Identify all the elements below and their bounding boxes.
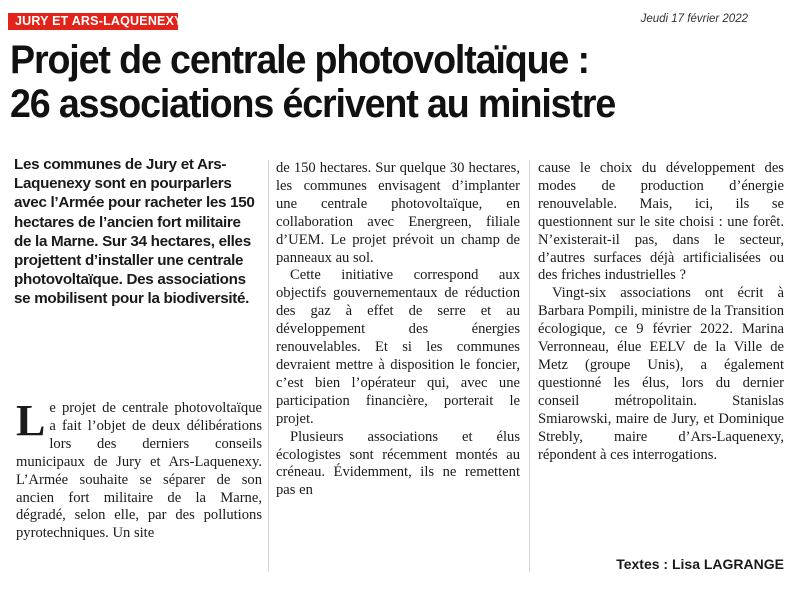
- paragraph-text: e projet de centrale photovoltaïque a fait l’objet de deux délibérations lors des derniers conseils municipaux de Jury et Ars-Laquenexy. L’Armée souhaite se séparer de son ancien fort militaire de la Marne, dégradé, selon elle, par des pollutions pyrotechniques. Un site: [16, 400, 262, 542]
- article-paragraph: Vingt-six associations ont écrit à Barbara Pompili, ministre de la Transition écologique, ce 9 février 2022. Marina Verronneau, élue EELV de la Ville de Metz (groupe Unis), a également questionné les élus, lors du dernier conseil métropolitain. Stanislas Smiarowski, maire de Jury, et Dominique Strebly, maire d’Ars-Laquenexy, répondent à ces interrogations.: [538, 285, 784, 463]
- article-paragraph: de 150 hectares. Sur quelque 30 hectares, les communes envisagent d’implanter une centrale photovoltaïque, en collaboration avec Energreen, filiale d’UEM. Le projet prévoit un champ de panneaux au sol.: [276, 160, 520, 266]
- drop-cap: L: [16, 396, 46, 445]
- article-paragraph: [16, 396, 262, 543]
- article-column-1: [16, 396, 262, 543]
- headline-line-2: 26 associations écrivent au ministre: [10, 82, 616, 126]
- lead-paragraph: Les communes de Jury et Ars-Laquenexy sont en pourparlers avec l’Armée pour racheter les 150 hectares de l’ancien fort militaire de la Marne. Sur 34 hectares, elles projettent d’installer une centrale photovoltaïque. Des associations se mobilisent pour la biodiversité.: [14, 156, 255, 308]
- column-divider: [529, 160, 530, 572]
- article-paragraph: Cette initiative correspond aux objectifs gouvernementaux de réduction des gaz à effet de serre et au développement des énergies renouvelables. Et si les communes devraient mettre à disposition le foncier, c’est bien l’opérateur qui, avec une participation financière, porterait le projet.: [276, 267, 520, 427]
- article-paragraph: Plusieurs associations et élus écologistes sont récemment montés au créneau. Évidemment, ils ne remettent pas en: [276, 428, 520, 499]
- article-column-2: [276, 160, 520, 500]
- headline-line-1: Projet de centrale photovoltaïque :: [10, 38, 589, 82]
- publication-date: Jeudi 17 février 2022: [640, 13, 748, 25]
- article-column-3: [538, 160, 784, 464]
- article-paragraph: cause le choix du développement des modes de production d’énergie renouvelable. Mais, ici, ils se questionnent sur le site choisi : une forêt. N’existerait-il pas, dans le secteur, d’autres surfaces déjà artificialisées ou des friches industrielles ?: [538, 160, 784, 284]
- headline: [10, 38, 743, 126]
- author-credit: Textes : Lisa LAGRANGE: [616, 556, 784, 572]
- section-rubric: JURY ET ARS-LAQUENEXY: [8, 13, 178, 30]
- column-divider: [268, 160, 269, 572]
